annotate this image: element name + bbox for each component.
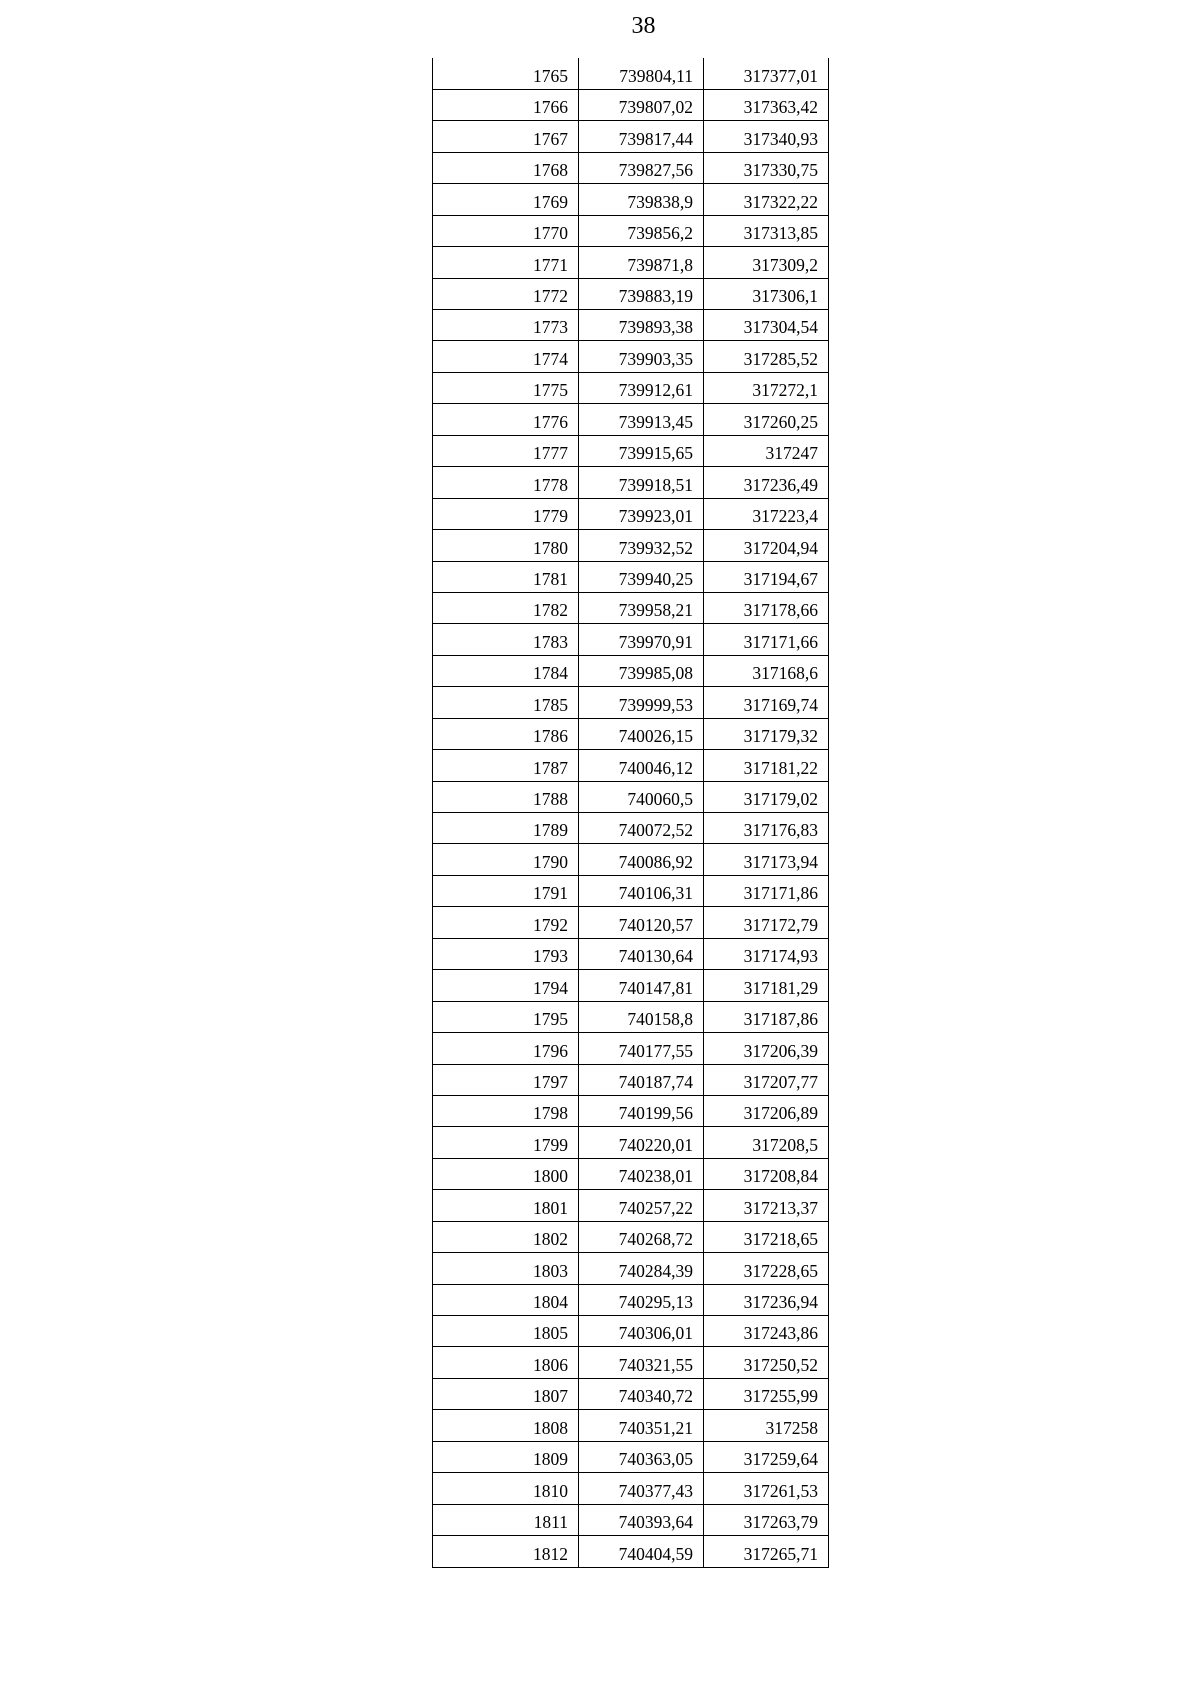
point-number-cell: 1785 <box>433 687 579 718</box>
point-number-cell: 1793 <box>433 938 579 969</box>
point-number-cell: 1791 <box>433 875 579 906</box>
y-coordinate-cell: 317179,32 <box>704 718 829 749</box>
y-coordinate-cell: 317172,79 <box>704 907 829 938</box>
table-row <box>433 1253 829 1284</box>
point-number-cell: 1807 <box>433 1378 579 1409</box>
table-row <box>433 498 829 529</box>
x-coordinate-cell: 740321,55 <box>579 1347 704 1378</box>
point-number-cell: 1788 <box>433 781 579 812</box>
y-coordinate-cell: 317208,84 <box>704 1158 829 1189</box>
point-number-cell: 1794 <box>433 970 579 1001</box>
x-coordinate-cell: 740295,13 <box>579 1284 704 1315</box>
x-coordinate-cell: 739838,9 <box>579 184 704 215</box>
table-row <box>433 1536 829 1567</box>
x-coordinate-cell: 740046,12 <box>579 750 704 781</box>
x-coordinate-cell: 740363,05 <box>579 1441 704 1472</box>
x-coordinate-cell: 739913,45 <box>579 404 704 435</box>
table-row <box>433 1095 829 1126</box>
y-coordinate-cell: 317243,86 <box>704 1316 829 1347</box>
point-number-cell: 1772 <box>433 278 579 309</box>
table-row <box>433 1033 829 1064</box>
table-row <box>433 1347 829 1378</box>
y-coordinate-cell: 317194,67 <box>704 561 829 592</box>
x-coordinate-cell: 739903,35 <box>579 341 704 372</box>
table-row <box>433 624 829 655</box>
point-number-cell: 1773 <box>433 310 579 341</box>
point-number-cell: 1801 <box>433 1190 579 1221</box>
x-coordinate-cell: 740238,01 <box>579 1158 704 1189</box>
table-row <box>433 58 829 89</box>
table-row <box>433 341 829 372</box>
y-coordinate-cell: 317173,94 <box>704 844 829 875</box>
y-coordinate-cell: 317255,99 <box>704 1378 829 1409</box>
y-coordinate-cell: 317207,77 <box>704 1064 829 1095</box>
y-coordinate-cell: 317206,89 <box>704 1095 829 1126</box>
y-coordinate-cell: 317313,85 <box>704 215 829 246</box>
y-coordinate-cell: 317272,1 <box>704 372 829 403</box>
table-row <box>433 310 829 341</box>
point-number-cell: 1792 <box>433 907 579 938</box>
x-coordinate-cell: 740026,15 <box>579 718 704 749</box>
x-coordinate-cell: 739999,53 <box>579 687 704 718</box>
point-number-cell: 1796 <box>433 1033 579 1064</box>
point-number-cell: 1803 <box>433 1253 579 1284</box>
y-coordinate-cell: 317213,37 <box>704 1190 829 1221</box>
point-number-cell: 1769 <box>433 184 579 215</box>
y-coordinate-cell: 317258 <box>704 1410 829 1441</box>
x-coordinate-cell: 739804,11 <box>579 58 704 89</box>
table-row <box>433 1504 829 1535</box>
x-coordinate-cell: 739940,25 <box>579 561 704 592</box>
table-row <box>433 89 829 120</box>
y-coordinate-cell: 317309,2 <box>704 247 829 278</box>
y-coordinate-cell: 317179,02 <box>704 781 829 812</box>
table-row <box>433 970 829 1001</box>
table-row <box>433 1127 829 1158</box>
point-number-cell: 1775 <box>433 372 579 403</box>
point-number-cell: 1776 <box>433 404 579 435</box>
y-coordinate-cell: 317208,5 <box>704 1127 829 1158</box>
x-coordinate-cell: 739893,38 <box>579 310 704 341</box>
point-number-cell: 1787 <box>433 750 579 781</box>
point-number-cell: 1770 <box>433 215 579 246</box>
x-coordinate-cell: 740147,81 <box>579 970 704 1001</box>
table-row <box>433 813 829 844</box>
point-number-cell: 1782 <box>433 592 579 623</box>
x-coordinate-cell: 740187,74 <box>579 1064 704 1095</box>
table-row <box>433 1064 829 1095</box>
y-coordinate-cell: 317261,53 <box>704 1473 829 1504</box>
y-coordinate-cell: 317181,29 <box>704 970 829 1001</box>
x-coordinate-cell: 739856,2 <box>579 215 704 246</box>
page-number: 38 <box>631 13 656 39</box>
y-coordinate-cell: 317228,65 <box>704 1253 829 1284</box>
y-coordinate-cell: 317330,75 <box>704 152 829 183</box>
point-number-cell: 1790 <box>433 844 579 875</box>
x-coordinate-cell: 740257,22 <box>579 1190 704 1221</box>
table-row <box>433 121 829 152</box>
y-coordinate-cell: 317171,66 <box>704 624 829 655</box>
x-coordinate-cell: 740340,72 <box>579 1378 704 1409</box>
x-coordinate-cell: 739915,65 <box>579 435 704 466</box>
table-row <box>433 1221 829 1252</box>
x-coordinate-cell: 739827,56 <box>579 152 704 183</box>
x-coordinate-cell: 740120,57 <box>579 907 704 938</box>
table-row <box>433 1410 829 1441</box>
table-row <box>433 1441 829 1472</box>
y-coordinate-cell: 317236,49 <box>704 467 829 498</box>
y-coordinate-cell: 317174,93 <box>704 938 829 969</box>
table-row <box>433 1158 829 1189</box>
table-row <box>433 404 829 435</box>
x-coordinate-cell: 740351,21 <box>579 1410 704 1441</box>
x-coordinate-cell: 740268,72 <box>579 1221 704 1252</box>
table-row <box>433 1473 829 1504</box>
point-number-cell: 1774 <box>433 341 579 372</box>
y-coordinate-cell: 317250,52 <box>704 1347 829 1378</box>
point-number-cell: 1811 <box>433 1504 579 1535</box>
x-coordinate-cell: 740393,64 <box>579 1504 704 1535</box>
x-coordinate-cell: 739807,02 <box>579 89 704 120</box>
point-number-cell: 1765 <box>433 58 579 89</box>
y-coordinate-cell: 317223,4 <box>704 498 829 529</box>
y-coordinate-cell: 317259,64 <box>704 1441 829 1472</box>
table-row <box>433 215 829 246</box>
y-coordinate-cell: 317171,86 <box>704 875 829 906</box>
x-coordinate-cell: 739958,21 <box>579 592 704 623</box>
point-number-cell: 1799 <box>433 1127 579 1158</box>
x-coordinate-cell: 739817,44 <box>579 121 704 152</box>
x-coordinate-cell: 740158,8 <box>579 1001 704 1032</box>
table-row <box>433 1284 829 1315</box>
x-coordinate-cell: 740177,55 <box>579 1033 704 1064</box>
x-coordinate-cell: 739883,19 <box>579 278 704 309</box>
table-row <box>433 1316 829 1347</box>
table-row <box>433 718 829 749</box>
point-number-cell: 1806 <box>433 1347 579 1378</box>
table-row <box>433 435 829 466</box>
table-row <box>433 907 829 938</box>
x-coordinate-cell: 739912,61 <box>579 372 704 403</box>
point-number-cell: 1768 <box>433 152 579 183</box>
point-number-cell: 1800 <box>433 1158 579 1189</box>
y-coordinate-cell: 317218,65 <box>704 1221 829 1252</box>
x-coordinate-cell: 740086,92 <box>579 844 704 875</box>
table-row <box>433 152 829 183</box>
x-coordinate-cell: 740377,43 <box>579 1473 704 1504</box>
table-row <box>433 561 829 592</box>
x-coordinate-cell: 739970,91 <box>579 624 704 655</box>
point-number-cell: 1812 <box>433 1536 579 1567</box>
point-number-cell: 1805 <box>433 1316 579 1347</box>
table-row <box>433 184 829 215</box>
table-row <box>433 750 829 781</box>
x-coordinate-cell: 740130,64 <box>579 938 704 969</box>
x-coordinate-cell: 740220,01 <box>579 1127 704 1158</box>
point-number-cell: 1789 <box>433 813 579 844</box>
y-coordinate-cell: 317263,79 <box>704 1504 829 1535</box>
y-coordinate-cell: 317206,39 <box>704 1033 829 1064</box>
x-coordinate-cell: 739923,01 <box>579 498 704 529</box>
point-number-cell: 1777 <box>433 435 579 466</box>
y-coordinate-cell: 317204,94 <box>704 530 829 561</box>
point-number-cell: 1810 <box>433 1473 579 1504</box>
table-row <box>433 687 829 718</box>
point-number-cell: 1798 <box>433 1095 579 1126</box>
y-coordinate-cell: 317236,94 <box>704 1284 829 1315</box>
x-coordinate-cell: 740106,31 <box>579 875 704 906</box>
y-coordinate-cell: 317340,93 <box>704 121 829 152</box>
y-coordinate-cell: 317178,66 <box>704 592 829 623</box>
x-coordinate-cell: 740199,56 <box>579 1095 704 1126</box>
table-row <box>433 530 829 561</box>
table-row <box>433 1001 829 1032</box>
x-coordinate-cell: 739918,51 <box>579 467 704 498</box>
y-coordinate-cell: 317377,01 <box>704 58 829 89</box>
table-row <box>433 467 829 498</box>
x-coordinate-cell: 740404,59 <box>579 1536 704 1567</box>
y-coordinate-cell: 317322,22 <box>704 184 829 215</box>
table-row <box>433 938 829 969</box>
y-coordinate-cell: 317304,54 <box>704 310 829 341</box>
point-number-cell: 1778 <box>433 467 579 498</box>
coordinates-table <box>432 58 829 1568</box>
table-row <box>433 1378 829 1409</box>
point-number-cell: 1802 <box>433 1221 579 1252</box>
point-number-cell: 1783 <box>433 624 579 655</box>
point-number-cell: 1771 <box>433 247 579 278</box>
point-number-cell: 1780 <box>433 530 579 561</box>
y-coordinate-cell: 317176,83 <box>704 813 829 844</box>
point-number-cell: 1786 <box>433 718 579 749</box>
table-row <box>433 1190 829 1221</box>
x-coordinate-cell: 740306,01 <box>579 1316 704 1347</box>
table-row <box>433 247 829 278</box>
y-coordinate-cell: 317247 <box>704 435 829 466</box>
table-row <box>433 781 829 812</box>
table-row <box>433 844 829 875</box>
x-coordinate-cell: 739871,8 <box>579 247 704 278</box>
point-number-cell: 1795 <box>433 1001 579 1032</box>
y-coordinate-cell: 317181,22 <box>704 750 829 781</box>
y-coordinate-cell: 317187,86 <box>704 1001 829 1032</box>
y-coordinate-cell: 317260,25 <box>704 404 829 435</box>
coordinates-table-body <box>433 58 829 1567</box>
x-coordinate-cell: 739985,08 <box>579 655 704 686</box>
y-coordinate-cell: 317265,71 <box>704 1536 829 1567</box>
point-number-cell: 1808 <box>433 1410 579 1441</box>
table-row <box>433 592 829 623</box>
point-number-cell: 1781 <box>433 561 579 592</box>
point-number-cell: 1767 <box>433 121 579 152</box>
y-coordinate-cell: 317285,52 <box>704 341 829 372</box>
y-coordinate-cell: 317168,6 <box>704 655 829 686</box>
x-coordinate-cell: 740060,5 <box>579 781 704 812</box>
y-coordinate-cell: 317363,42 <box>704 89 829 120</box>
y-coordinate-cell: 317169,74 <box>704 687 829 718</box>
table-row <box>433 278 829 309</box>
table-row <box>433 875 829 906</box>
point-number-cell: 1804 <box>433 1284 579 1315</box>
point-number-cell: 1809 <box>433 1441 579 1472</box>
point-number-cell: 1784 <box>433 655 579 686</box>
point-number-cell: 1766 <box>433 89 579 120</box>
point-number-cell: 1779 <box>433 498 579 529</box>
point-number-cell: 1797 <box>433 1064 579 1095</box>
table-row <box>433 372 829 403</box>
x-coordinate-cell: 740072,52 <box>579 813 704 844</box>
y-coordinate-cell: 317306,1 <box>704 278 829 309</box>
x-coordinate-cell: 739932,52 <box>579 530 704 561</box>
x-coordinate-cell: 740284,39 <box>579 1253 704 1284</box>
table-row <box>433 655 829 686</box>
